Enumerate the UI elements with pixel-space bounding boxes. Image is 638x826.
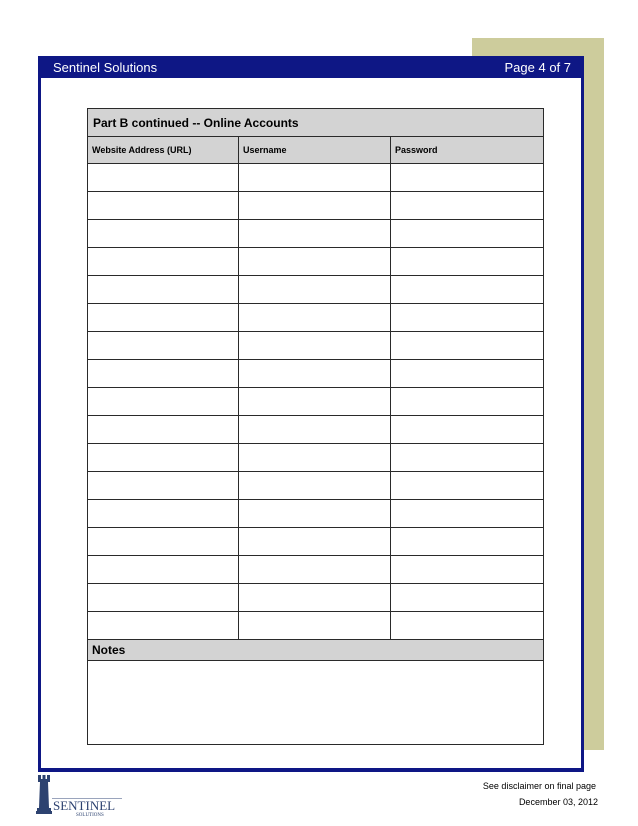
url-cell[interactable] bbox=[88, 528, 239, 556]
url-cell[interactable] bbox=[88, 164, 239, 192]
password-cell[interactable] bbox=[391, 444, 544, 472]
url-cell[interactable] bbox=[88, 472, 239, 500]
table-row bbox=[88, 164, 544, 192]
header-bar bbox=[41, 56, 581, 78]
username-cell[interactable] bbox=[239, 528, 391, 556]
url-cell[interactable] bbox=[88, 332, 239, 360]
password-cell[interactable] bbox=[391, 276, 544, 304]
logo-name: SENTINEL bbox=[53, 798, 116, 813]
username-cell[interactable] bbox=[239, 444, 391, 472]
url-cell[interactable] bbox=[88, 360, 239, 388]
table-row bbox=[88, 416, 544, 444]
password-cell[interactable] bbox=[391, 416, 544, 444]
table-row bbox=[88, 388, 544, 416]
password-cell[interactable] bbox=[391, 472, 544, 500]
table-row bbox=[88, 304, 544, 332]
username-cell[interactable] bbox=[239, 584, 391, 612]
url-cell[interactable] bbox=[88, 444, 239, 472]
table-row bbox=[88, 220, 544, 248]
notes-body-row bbox=[88, 661, 544, 745]
logo-tagline: SOLUTIONS bbox=[76, 813, 104, 818]
password-cell[interactable] bbox=[391, 612, 544, 640]
column-header-row bbox=[88, 137, 544, 164]
url-cell[interactable] bbox=[88, 220, 239, 248]
username-cell[interactable] bbox=[239, 556, 391, 584]
table-row bbox=[88, 528, 544, 556]
password-cell[interactable] bbox=[391, 304, 544, 332]
column-header-password: Password bbox=[391, 137, 544, 164]
table-row bbox=[88, 332, 544, 360]
username-cell[interactable] bbox=[239, 360, 391, 388]
table-row bbox=[88, 556, 544, 584]
url-cell[interactable] bbox=[88, 500, 239, 528]
notes-header-row bbox=[88, 640, 544, 661]
url-cell[interactable] bbox=[88, 388, 239, 416]
username-cell[interactable] bbox=[239, 304, 391, 332]
column-header-url: Website Address (URL) bbox=[88, 137, 239, 164]
url-cell[interactable] bbox=[88, 416, 239, 444]
username-cell[interactable] bbox=[239, 472, 391, 500]
page-indicator: Page 4 of 7 bbox=[504, 59, 571, 75]
url-cell[interactable] bbox=[88, 248, 239, 276]
username-cell[interactable] bbox=[239, 164, 391, 192]
company-name: Sentinel Solutions bbox=[53, 59, 158, 75]
table-row bbox=[88, 192, 544, 220]
password-cell[interactable] bbox=[391, 528, 544, 556]
username-cell[interactable] bbox=[239, 276, 391, 304]
password-cell[interactable] bbox=[391, 164, 544, 192]
section-title-row bbox=[88, 109, 544, 137]
username-cell[interactable] bbox=[239, 192, 391, 220]
username-cell[interactable] bbox=[239, 612, 391, 640]
password-cell[interactable] bbox=[391, 192, 544, 220]
notes-field[interactable] bbox=[88, 661, 544, 745]
password-cell[interactable] bbox=[391, 360, 544, 388]
table-row bbox=[88, 360, 544, 388]
footer-disclaimer: See disclaimer on final page bbox=[482, 781, 596, 791]
sentinel-logo bbox=[36, 774, 126, 820]
username-cell[interactable] bbox=[239, 332, 391, 360]
password-cell[interactable] bbox=[391, 388, 544, 416]
table-row bbox=[88, 276, 544, 304]
table-row bbox=[88, 472, 544, 500]
username-cell[interactable] bbox=[239, 220, 391, 248]
password-cell[interactable] bbox=[391, 584, 544, 612]
column-header-username: Username bbox=[239, 137, 391, 164]
url-cell[interactable] bbox=[88, 192, 239, 220]
table-row bbox=[88, 500, 544, 528]
table-row bbox=[88, 444, 544, 472]
username-cell[interactable] bbox=[239, 388, 391, 416]
online-accounts-table bbox=[87, 108, 544, 745]
table-row bbox=[88, 612, 544, 640]
url-cell[interactable] bbox=[88, 556, 239, 584]
password-cell[interactable] bbox=[391, 556, 544, 584]
section-title: Part B continued -- Online Accounts bbox=[88, 109, 544, 137]
url-cell[interactable] bbox=[88, 304, 239, 332]
username-cell[interactable] bbox=[239, 500, 391, 528]
password-cell[interactable] bbox=[391, 248, 544, 276]
password-cell[interactable] bbox=[391, 220, 544, 248]
table-row bbox=[88, 584, 544, 612]
password-cell[interactable] bbox=[391, 332, 544, 360]
notes-label: Notes bbox=[88, 640, 544, 661]
url-cell[interactable] bbox=[88, 612, 239, 640]
table-row bbox=[88, 248, 544, 276]
url-cell[interactable] bbox=[88, 584, 239, 612]
footer-date: December 03, 2012 bbox=[518, 797, 598, 807]
username-cell[interactable] bbox=[239, 248, 391, 276]
rook-tower-icon bbox=[36, 774, 126, 820]
url-cell[interactable] bbox=[88, 276, 239, 304]
username-cell[interactable] bbox=[239, 416, 391, 444]
password-cell[interactable] bbox=[391, 500, 544, 528]
